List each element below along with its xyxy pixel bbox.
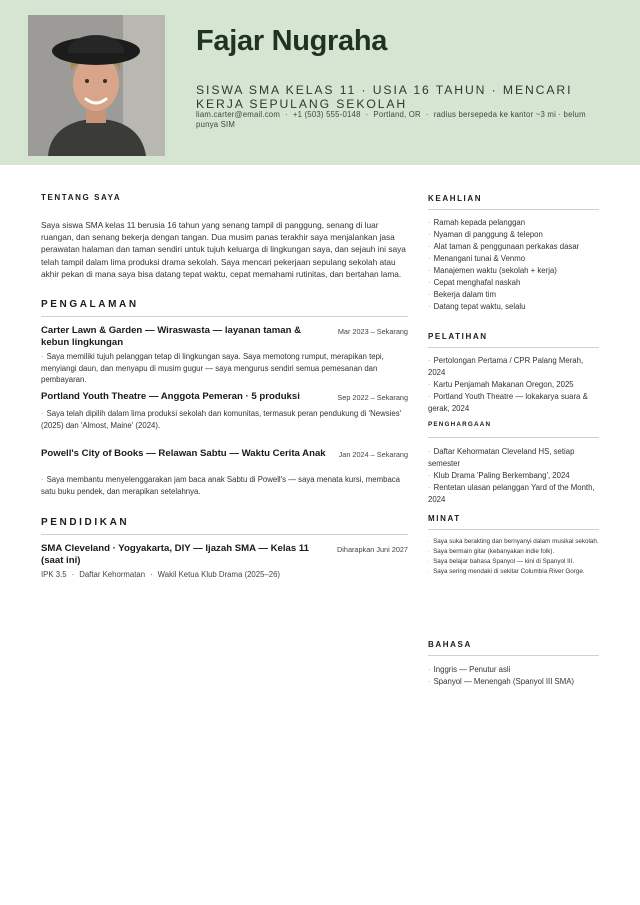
contact-separator: · [425,110,429,119]
list-item: · Saya sering mendaki di sekitar Columbia River Gorge. [428,568,585,575]
candidate-tagline: SISWA SMA KELAS 11 · USIA 16 TAHUN · MENCARI KERJA SEPULANG SEKOLAH [196,83,573,111]
job-date: Jan 2024 – Sekarang [338,450,408,459]
about-heading: TENTANG SAYA [41,193,122,202]
languages-divider [428,655,599,656]
skills-list [428,217,600,313]
list-item: · Klub Drama 'Paling Berkembang', 2024 [428,471,570,480]
job-date: Mar 2023 – Sekarang [337,327,408,336]
resume-header [0,0,640,165]
contact-separator: · [285,110,288,119]
contact-location: Portland, OR [373,110,421,119]
contact-email: liam.carter@email.com [196,110,281,119]
list-item: · Ramah kepada pelanggan [428,218,526,227]
list-item: · Nyaman di panggung & telepon [428,230,543,239]
gpa: IPK 3.5 [41,570,67,579]
candidate-name: Fajar Nugraha [196,25,388,57]
list-item: · Manajemen waktu (sekolah + kerja) [428,266,557,275]
job-description: · Saya memiliki tujuh pelanggan tetap di lingkungan saya. Saya memotong rumput, merapikan tepi, menyiangi daun, dan menyapu di musim gugur — saya mengurus sendiri semua pemesanan dan pembayaran. [41,352,384,384]
contact-phone: +1 (503) 555-0148 [292,110,361,119]
experience-heading: PENGALAMAN [41,299,139,310]
job-title: Powell's City of Books — Relawan Sabtu — Waktu Cerita Anak [41,448,326,459]
list-item: · Portland Youth Theatre — lokakarya suara & gerak, 2024 [428,392,588,413]
list-item: · Bekerja dalam tim [428,290,497,299]
list-item: · Saya bermain gitar (kebanyakan indie folk). [428,548,555,555]
interests-list [428,537,600,577]
list-item: · Daftar Kehormatan Cleveland HS, setiap semester [428,447,575,468]
bullet: · [41,409,44,418]
list-item: · Datang tepat waktu, selalu [428,302,526,311]
awards-list [428,446,600,506]
skills-heading: KEAHLIAN [428,194,483,203]
education-heading: PENDIDIKAN [41,517,130,528]
list-item: · Inggris — Penutur asli [428,665,511,674]
skills-divider [428,209,599,210]
job-title: Carter Lawn & Garden — Wiraswasta — layanan taman & kebun lingkungan [41,325,302,348]
list-item: · Pertolongan Pertama / CPR Palang Merah, 2024 [428,356,584,377]
job-description: · Saya telah dipilih dalam lima produksi sekolah dan komunitas, termasuk peran pendukung di 'Newsies' (2025) dan 'Almost, Maine' (2024). [41,409,402,430]
education-divider [41,534,408,535]
languages-list [428,664,600,688]
list-item: · Saya belajar bahasa Spanyol — kini di Spanyol III. [428,558,575,565]
school-name: SMA Cleveland · Yogyakarta, DIY — Ijazah SMA — Kelas 11 (saat ini) [41,543,310,566]
bullet: · [41,475,44,484]
awards-heading: PENGHARGAAN [428,421,492,428]
awards-divider [428,437,599,438]
education-date: Diharapkan Juni 2027 [337,545,408,554]
job-date: Sep 2022 – Sekarang [337,393,408,402]
interests-divider [428,529,599,530]
about-text: Saya siswa SMA kelas 11 berusia 16 tahun yang senang tampil di panggung, senang di luar ruangan, dan senang bekerja dengan tangan. Dua musim panas terakhir saya menjalankan jasa perawatan halaman dan taman sendiri untuk tujuh keluarga di lingkungan saya, dan sejauh ini saya telah tampil dalam lima produksi drama sekolah. Saya mencari pekerjaan sepulang sekolah atau akhir pekan di mana saya bisa datang tepat waktu, cepat memahami rutinitas, dan bertahan lama. [41,220,406,279]
honor-roll: Daftar Kehormatan [79,570,146,579]
list-item: · Cepat menghafal naskah [428,278,521,287]
interests-heading: MINAT [428,514,461,523]
training-heading: PELATIHAN [428,332,488,341]
job-title: Portland Youth Theatre — Anggota Pemeran · 5 produksi [41,391,300,402]
experience-divider [41,316,408,317]
club-role: Wakil Ketua Klub Drama (2025–26) [157,570,281,579]
list-item: · Menangani tunai & Venmo [428,254,526,263]
list-item: · Saya suka berakting dan bernyanyi dalam musikal sekolah. [428,538,599,545]
bullet: · [41,352,44,361]
languages-heading: BAHASA [428,640,472,649]
list-item: · Kartu Penjamah Makanan Oregon, 2025 [428,380,574,389]
list-item: · Alat taman & penggunaan perkakas dasar [428,242,580,251]
contact-separator: · [365,110,369,119]
contact-line [196,110,606,130]
list-item: · Rentetan ulasan pelanggan Yard of the Month, 2024 [428,483,595,504]
contact-commute: radius bersepeda ke kantor ~3 mi · belum punya SIM [196,110,586,129]
list-item: · Spanyol — Menengah (Spanyol III SMA) [428,677,575,686]
training-list [428,355,600,415]
profile-photo [28,15,165,156]
training-divider [428,347,599,348]
job-description: · Saya membantu menyelenggarakan jam baca anak Sabtu di Powell's — saya menata kursi, membaca satu buku pendek, dan merapikan setelahnya. [41,475,401,496]
education-details: IPK 3.5 · Daftar Kehormatan · Wakil Ketua Klub Drama (2025–26) [41,570,281,579]
